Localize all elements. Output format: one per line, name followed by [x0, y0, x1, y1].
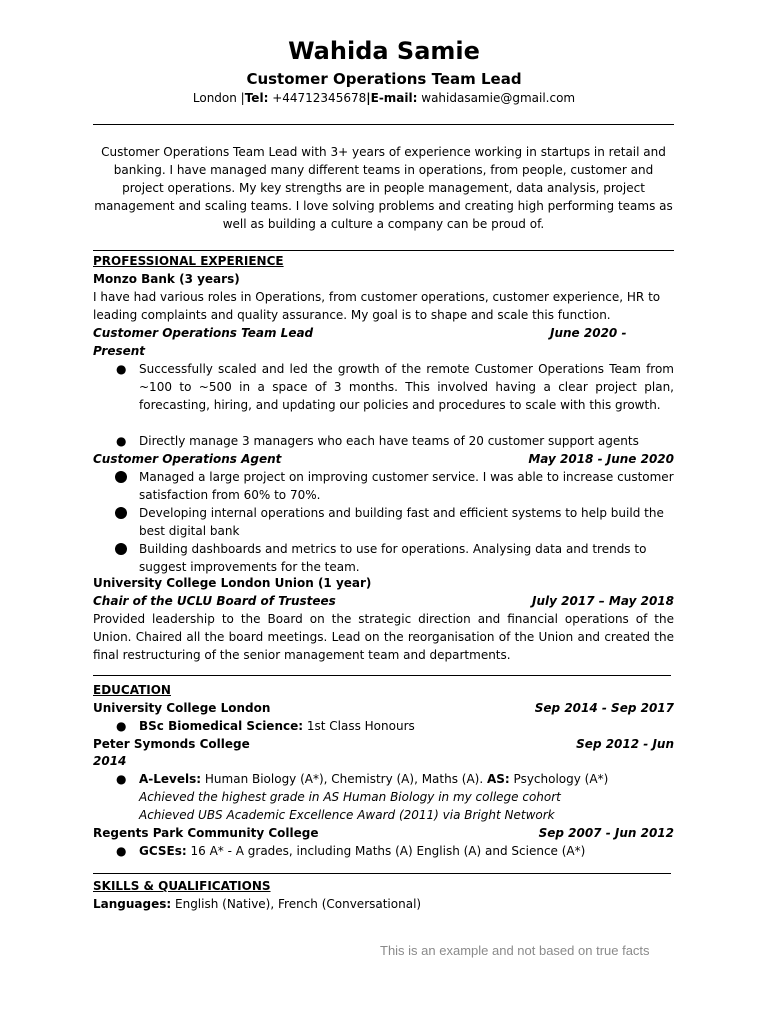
candidate-title: Customer Operations Team Lead: [246, 70, 522, 88]
experience-divider: [93, 675, 671, 676]
school-ucl-row: [93, 699, 674, 717]
bullet-icon: [115, 543, 127, 555]
school-ucl: University College London: [93, 701, 271, 715]
languages-value: English (Native), French (Conversational): [171, 897, 422, 911]
bullet-icon: ●: [116, 844, 127, 858]
org-uclu: University College London Union (1 year): [93, 576, 372, 590]
list-item: ● A-Levels: Human Biology (A*), Chemistry (A), Maths (A). AS: Psychology (A*): [116, 772, 609, 786]
school-psc-dates: Sep 2012 - Jun: [576, 737, 674, 751]
list-item: ● GCSEs: 16 A* - A grades, including Maths (A) English (A) and Science (A*): [116, 844, 586, 858]
footer-disclaimer: This is an example and not based on true facts: [380, 943, 650, 958]
languages-row: [93, 895, 674, 913]
contact-separator: |: [366, 91, 371, 105]
school-ucl-dates: Sep 2014 - Sep 2017: [534, 701, 674, 715]
list-item: Managed a large project on improving customer service. I was able to increase customer satisfaction from 60% to 70%.: [139, 468, 674, 504]
bullet-icon: ●: [116, 362, 127, 376]
role-agent-row: [93, 450, 674, 468]
role-agent: Customer Operations Agent: [93, 452, 282, 466]
bullet-icon: [115, 507, 127, 519]
summary-paragraph: Customer Operations Team Lead with 3+ years of experience working in startups in retail and banking. I have managed many different teams in operations, from people, customer and project operations. My key strengths are in people management, data analysis, project management and scaling teams. I love solving problems and creating high performing teams as well as building a culture a company can be proud of.: [94, 145, 673, 231]
candidate-name: Wahida Samie: [288, 37, 480, 65]
role-chair-dates: July 2017 – May 2018: [532, 594, 674, 608]
school-rpcc-dates: Sep 2007 - Jun 2012: [538, 826, 674, 840]
skills-heading: SKILLS & QUALIFICATIONS: [93, 879, 271, 893]
education-heading: EDUCATION: [93, 683, 171, 697]
tel-label: Tel:: [244, 91, 269, 105]
email-value: wahidasamie@gmail.com: [417, 91, 576, 105]
achievement-1: Achieved the highest grade in AS Human Biology in my college cohort: [139, 790, 561, 804]
list-item: ● Directly manage 3 managers who each have teams of 20 customer support agents: [116, 434, 639, 448]
role-team-lead: Customer Operations Team Lead: [93, 326, 314, 340]
list-item: Building dashboards and metrics to use for operations. Analysing data and trends to suggest improvements for the team.: [139, 540, 674, 576]
location: London |: [192, 91, 245, 105]
email-label: E-mail:: [370, 91, 418, 105]
role-chair-description: Provided leadership to the Board on the strategic direction and financial operations of the Union. Chaired all the board meetings. Lead on the reorganisation of the Union and created the final restructuring of the senior management team and departments.: [93, 612, 674, 662]
list-item: Developing internal operations and building fast and efficient systems to help build the best digital bank: [139, 504, 674, 540]
languages-label: Languages:: [93, 897, 172, 911]
bullet-icon: [115, 471, 127, 483]
org-monzo: Monzo Bank (3 years): [93, 272, 240, 286]
experience-heading: PROFESSIONAL EXPERIENCE: [93, 254, 284, 268]
role-team-lead-dates: June 2020 -: [550, 326, 627, 340]
contact-line: [0, 90, 768, 107]
school-psc-row: [93, 735, 674, 753]
school-rpcc: Regents Park Community College: [93, 826, 319, 840]
role-team-lead-dates-cont: Present: [93, 344, 146, 358]
school-rpcc-row: [93, 824, 674, 842]
role-chair-row: [93, 592, 674, 610]
education-divider: [93, 873, 671, 874]
header-divider: [93, 124, 674, 125]
bullet-icon: ●: [116, 772, 127, 786]
bullet-icon: ●: [116, 719, 127, 733]
bullet-icon: ●: [116, 434, 127, 448]
role-chair: Chair of the UCLU Board of Trustees: [93, 594, 336, 608]
school-psc-dates-cont: 2014: [93, 754, 127, 768]
role-team-lead-row: [93, 324, 674, 342]
achievement-2: Achieved UBS Academic Excellence Award (2011) via Bright Network: [139, 808, 555, 822]
school-psc: Peter Symonds College: [93, 737, 250, 751]
list-item: ● BSc Biomedical Science: 1st Class Honours: [116, 719, 415, 733]
list-item: ● Successfully scaled and led the growth of the remote Customer Operations Team from ~100 to ~500 in a space of 3 months. This involved having a clear project plan, forecasting, hiring, and updating our policies and procedures to scale with this growth.: [116, 362, 674, 412]
role-agent-dates: May 2018 - June 2020: [528, 452, 674, 466]
org-monzo-description: I have had various roles in Operations, from customer operations, customer experience, HR to leading complaints and quality assurance. My goal is to shape and scale this function.: [93, 290, 661, 322]
tel-value: +44712345678: [268, 91, 367, 105]
summary-divider: [93, 250, 674, 251]
